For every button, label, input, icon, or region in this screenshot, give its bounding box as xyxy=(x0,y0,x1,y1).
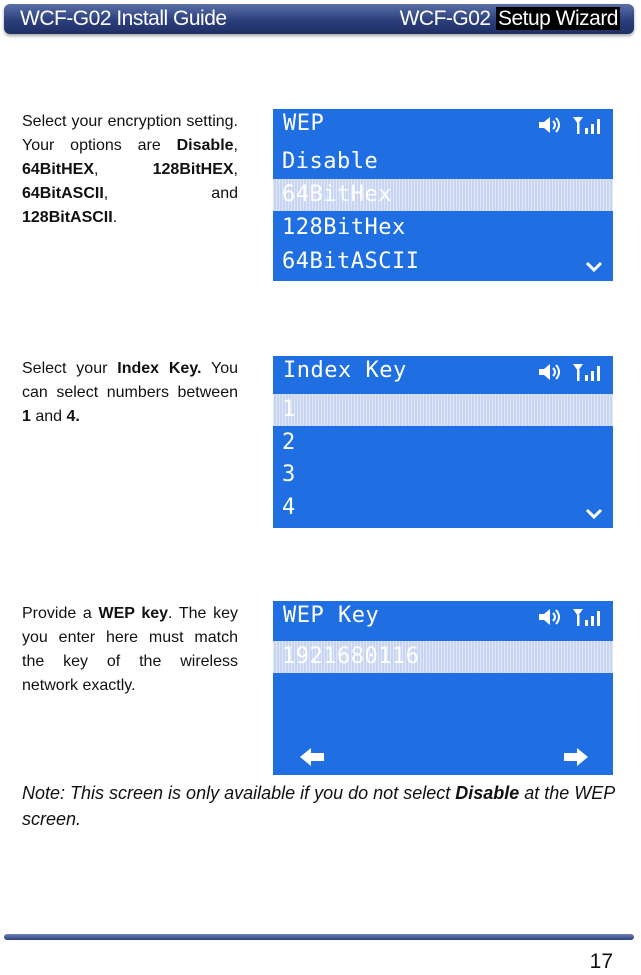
wep-note xyxy=(22,780,622,832)
wep-encryption-screen xyxy=(273,109,613,281)
wep-key-text: . The key you enter here must match the key of the wireless network exactly. xyxy=(22,605,239,694)
index-key-text: Select your xyxy=(22,360,118,377)
page-number: 17 xyxy=(589,950,613,973)
menu-item-128bithex[interactable]: 128BitHex xyxy=(282,215,406,240)
volume-signal-status-icon xyxy=(537,607,601,627)
wep-key-input[interactable]: 1921680116 xyxy=(273,641,613,673)
section-title-highlight: Setup Wizard xyxy=(497,7,618,30)
separator: , xyxy=(233,137,238,154)
section-title-prefix: WCF-G02 xyxy=(399,7,496,30)
footer-bar xyxy=(4,934,634,940)
note-text: at the WEP screen. xyxy=(22,783,615,829)
index-key-bold: Index Key. xyxy=(117,360,202,377)
menu-item-index-4[interactable]: 4 xyxy=(282,495,296,520)
period: . xyxy=(112,209,118,226)
menu-item-index-3[interactable]: 3 xyxy=(282,462,296,487)
arrow-right-icon[interactable] xyxy=(563,747,589,767)
option-128bitascii: 128BitASCII xyxy=(22,209,113,226)
option-128bithex: 128BitHEX xyxy=(152,161,234,178)
index-key-screen xyxy=(273,356,613,528)
index-key-text: You can select numbers between xyxy=(22,360,239,401)
chevron-down-icon[interactable] xyxy=(585,261,603,273)
volume-signal-status-icon xyxy=(537,362,601,382)
option-disable: Disable xyxy=(176,137,234,154)
separator: , and xyxy=(103,185,238,202)
page-header xyxy=(4,4,634,34)
section-title xyxy=(400,7,620,31)
encryption-text: Select your encryption setting. Your options are xyxy=(22,113,238,154)
index-key-description xyxy=(22,357,238,429)
separator: , xyxy=(233,161,238,178)
separator: , xyxy=(94,161,153,178)
arrow-left-icon[interactable] xyxy=(299,747,325,767)
index-key-text: and xyxy=(30,408,67,425)
menu-item-index-1-selected[interactable]: 1 xyxy=(273,394,613,426)
wep-key-bold: WEP key xyxy=(98,605,169,622)
chevron-down-icon[interactable] xyxy=(585,508,603,520)
note-text: Note: This screen is only available if you do not select xyxy=(22,783,456,803)
note-bold-disable: Disable xyxy=(455,783,520,803)
option-64bitascii: 64BitASCII xyxy=(22,185,104,202)
guide-title: WCF-G02 Install Guide xyxy=(20,7,227,30)
screen-title: WEP Key xyxy=(283,603,380,628)
index-key-max: 4. xyxy=(66,408,80,425)
menu-item-64bitascii[interactable]: 64BitASCII xyxy=(282,249,420,274)
menu-item-index-2[interactable]: 2 xyxy=(282,430,296,455)
option-64bithex: 64BitHEX xyxy=(22,161,95,178)
menu-item-64bithex-selected[interactable]: 64BitHex xyxy=(273,179,613,211)
index-key-min: 1 xyxy=(22,408,31,425)
screen-title: Index Key xyxy=(283,358,407,383)
encryption-description xyxy=(22,110,238,230)
wep-key-screen xyxy=(273,601,613,775)
wep-key-description xyxy=(22,602,238,698)
wep-key-text: Provide a xyxy=(22,605,99,622)
screen-title: WEP xyxy=(283,111,325,136)
volume-signal-status-icon xyxy=(537,115,601,135)
menu-item-disable[interactable]: Disable xyxy=(282,149,379,174)
